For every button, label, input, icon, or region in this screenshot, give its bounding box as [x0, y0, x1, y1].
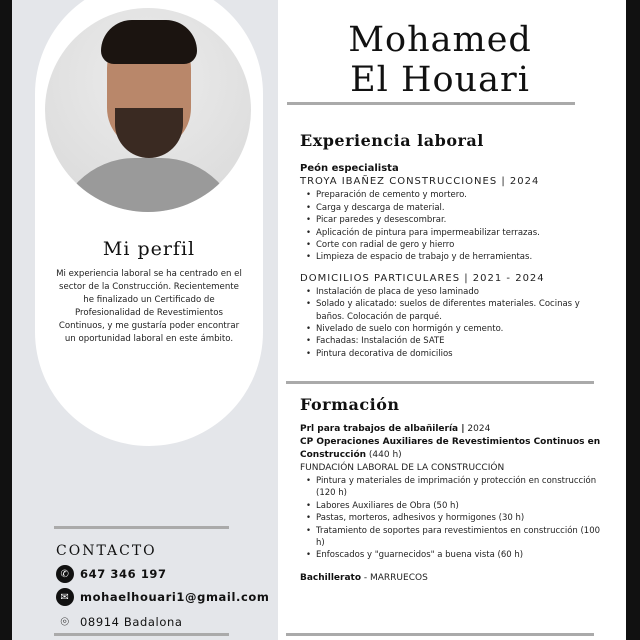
education-section: Prl para trabajos de albañilería | 2024 CP Operaciones Auxiliares de Revestimientos Continuos en Construcción (440 h) FUNDACIÓN LABORAL DE LA CONSTRUCCIÓN • Pintura y materiales de imprimación y protección en construcción (120 h) • Labores Auxiliares de Obra (50 h) • Pastas, morteros, adhesivos y hormigones (30 h) • Tratamiento de soportes para revestimientos en construcción (100 h) • Enfoscados y "guarnecidos" a buena vista (60 h) Bachillerato - MARRUECOS [300, 423, 610, 585]
job-role: Peón especialista [300, 163, 399, 174]
contact-phone [56, 565, 167, 583]
candidate-name: Mohamed El Houari [348, 20, 532, 100]
institution: FUNDACIÓN LABORAL DE LA CONSTRUCCIÓN [300, 463, 505, 473]
profile-text: Mi experiencia laboral se ha centrado en el sector de la Construcción. Recientemente he finalizado un Certificado de Profesionalidad de Revestimientos Continuos, y me gustaría poder encontrar un oportunidad laboral en este ámbito. [56, 269, 242, 345]
location-text: 08914 Badalona [80, 615, 183, 629]
education-heading: Formación [300, 395, 400, 414]
experience-heading: Experiencia laboral [300, 131, 484, 150]
contact-email[interactable] [56, 588, 269, 606]
divider [287, 102, 575, 105]
job-company: DOMICILIOS PARTICULARES | 2021 - 2024 [300, 272, 545, 284]
profile-heading: Mi perfil [102, 238, 196, 260]
divider [286, 633, 594, 636]
contact-heading: CONTACTO [56, 543, 157, 559]
phone-icon: ✆ [56, 565, 74, 583]
email-link[interactable]: mohaelhouari1@gmail.com [80, 590, 270, 604]
divider [54, 633, 229, 636]
divider [286, 381, 594, 384]
divider [54, 526, 229, 529]
phone-text: 647 346 197 [80, 567, 167, 581]
profile-photo [45, 8, 251, 212]
job-company: TROYA IBAÑEZ CONSTRUCCIONES | 2024 [300, 176, 540, 188]
location-pin-icon: ⌾ [60, 614, 70, 630]
mail-icon: ✉ [56, 588, 74, 606]
contact-location [56, 613, 183, 631]
experience-section: Peón especialista TROYA IBAÑEZ CONSTRUCCIONES | 2024 • Preparación de cemento y mortero. • Carga y descarga de material. • Picar paredes y desescombrar. • Aplicación de pintura para impermeabilizar terrazas. • Corte con radial de gero y hierro • Limpieza de espacio de trabajo y de herramientas. DOMICILIOS PARTICULARES | 2021 - 2024 • Instalación de placa de yeso laminado • Solado y alicatado: suelos de diferentes materiales. Cocinas y baños. Colocación de parqué. • Nivelado de suelo con hormigón y cemento. • Fachadas: Instalación de SATE • Pintura decorativa de domicilios [300, 163, 610, 360]
